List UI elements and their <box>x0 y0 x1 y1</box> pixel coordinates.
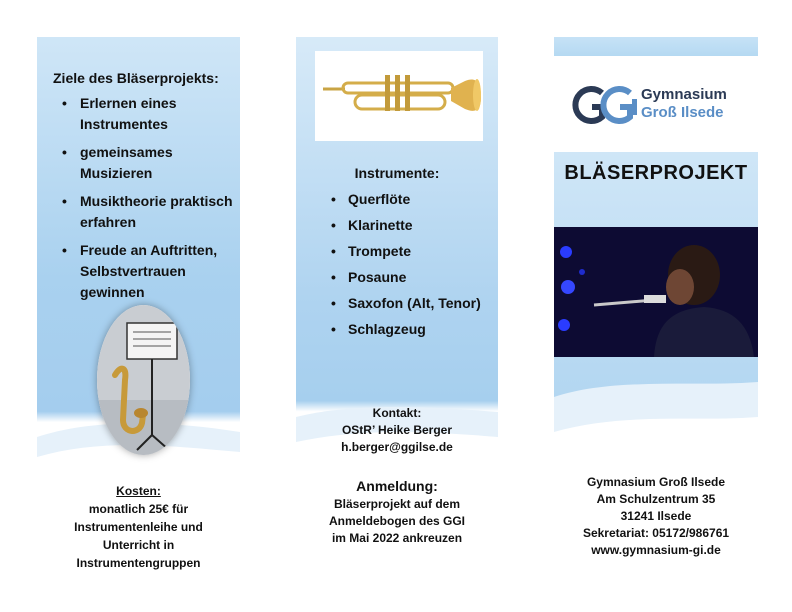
list-item: • Freude an Auftritten, Selbstvertrauen gewinnen <box>62 242 218 300</box>
goals-list <box>59 93 240 310</box>
instruments-list <box>328 189 493 345</box>
panel-cover <box>554 37 758 572</box>
top-band <box>554 37 758 56</box>
registration-line: Bläserprojekt auf dem <box>333 497 461 511</box>
contact-name: OStR’ Heike Berger <box>341 423 453 437</box>
contact-block <box>296 405 498 456</box>
wave-decoration <box>554 337 758 497</box>
costs-line: monatlich 25€ für <box>88 502 189 516</box>
list-item: • Musiktheorie praktisch erfahren <box>62 193 233 230</box>
costs-block <box>37 482 240 572</box>
logo-text-gymnasium: Gymnasium <box>641 86 727 103</box>
costs-line: Instrumentengruppen <box>76 556 201 570</box>
goals-heading: Ziele des Bläserprojekts: <box>53 70 219 86</box>
instruments-heading: Instrumente: <box>354 165 440 181</box>
list-item: • Trompete <box>331 243 412 259</box>
list-item: • gemeinsames Musizieren <box>62 144 173 181</box>
list-item: • Saxofon (Alt, Tenor) <box>331 295 481 311</box>
contact-email: h.berger@ggilse.de <box>341 440 453 454</box>
list-item: • Klarinette <box>331 217 413 233</box>
saxophone-photo <box>97 305 190 455</box>
registration-block <box>296 476 498 547</box>
trumpet-image <box>315 51 483 141</box>
page-title: BLÄSERPROJEKT <box>564 162 748 184</box>
registration-line: Anmeldebogen des GGI <box>328 514 466 528</box>
panel-goals <box>37 37 240 572</box>
address-line: Am Schulzentrum 35 <box>596 492 716 506</box>
costs-line: Unterricht in <box>102 538 175 552</box>
registration-heading: Anmeldung: <box>356 478 438 494</box>
registration-line: im Mai 2022 ankreuzen <box>331 531 463 545</box>
costs-line: Instrumentenleihe und <box>74 520 203 534</box>
list-item: • Posaune <box>331 269 407 285</box>
address-line: 31241 Ilsede <box>620 509 692 523</box>
list-item: • Querflöte <box>331 191 411 207</box>
contact-heading: Kontakt: <box>372 406 422 420</box>
address-block <box>554 474 758 559</box>
panel-instruments <box>296 37 498 572</box>
logo-text-location: Groß Ilsede <box>641 104 724 121</box>
list-item: • Schlagzeug <box>331 321 426 337</box>
address-line: www.gymnasium-gi.de <box>591 543 721 557</box>
address-line: Sekretariat: 05172/986761 <box>582 526 730 540</box>
costs-heading: Kosten: <box>116 484 161 498</box>
address-line: Gymnasium Groß Ilsede <box>586 475 726 489</box>
list-item: • Erlernen eines Instrumentes <box>62 95 177 132</box>
